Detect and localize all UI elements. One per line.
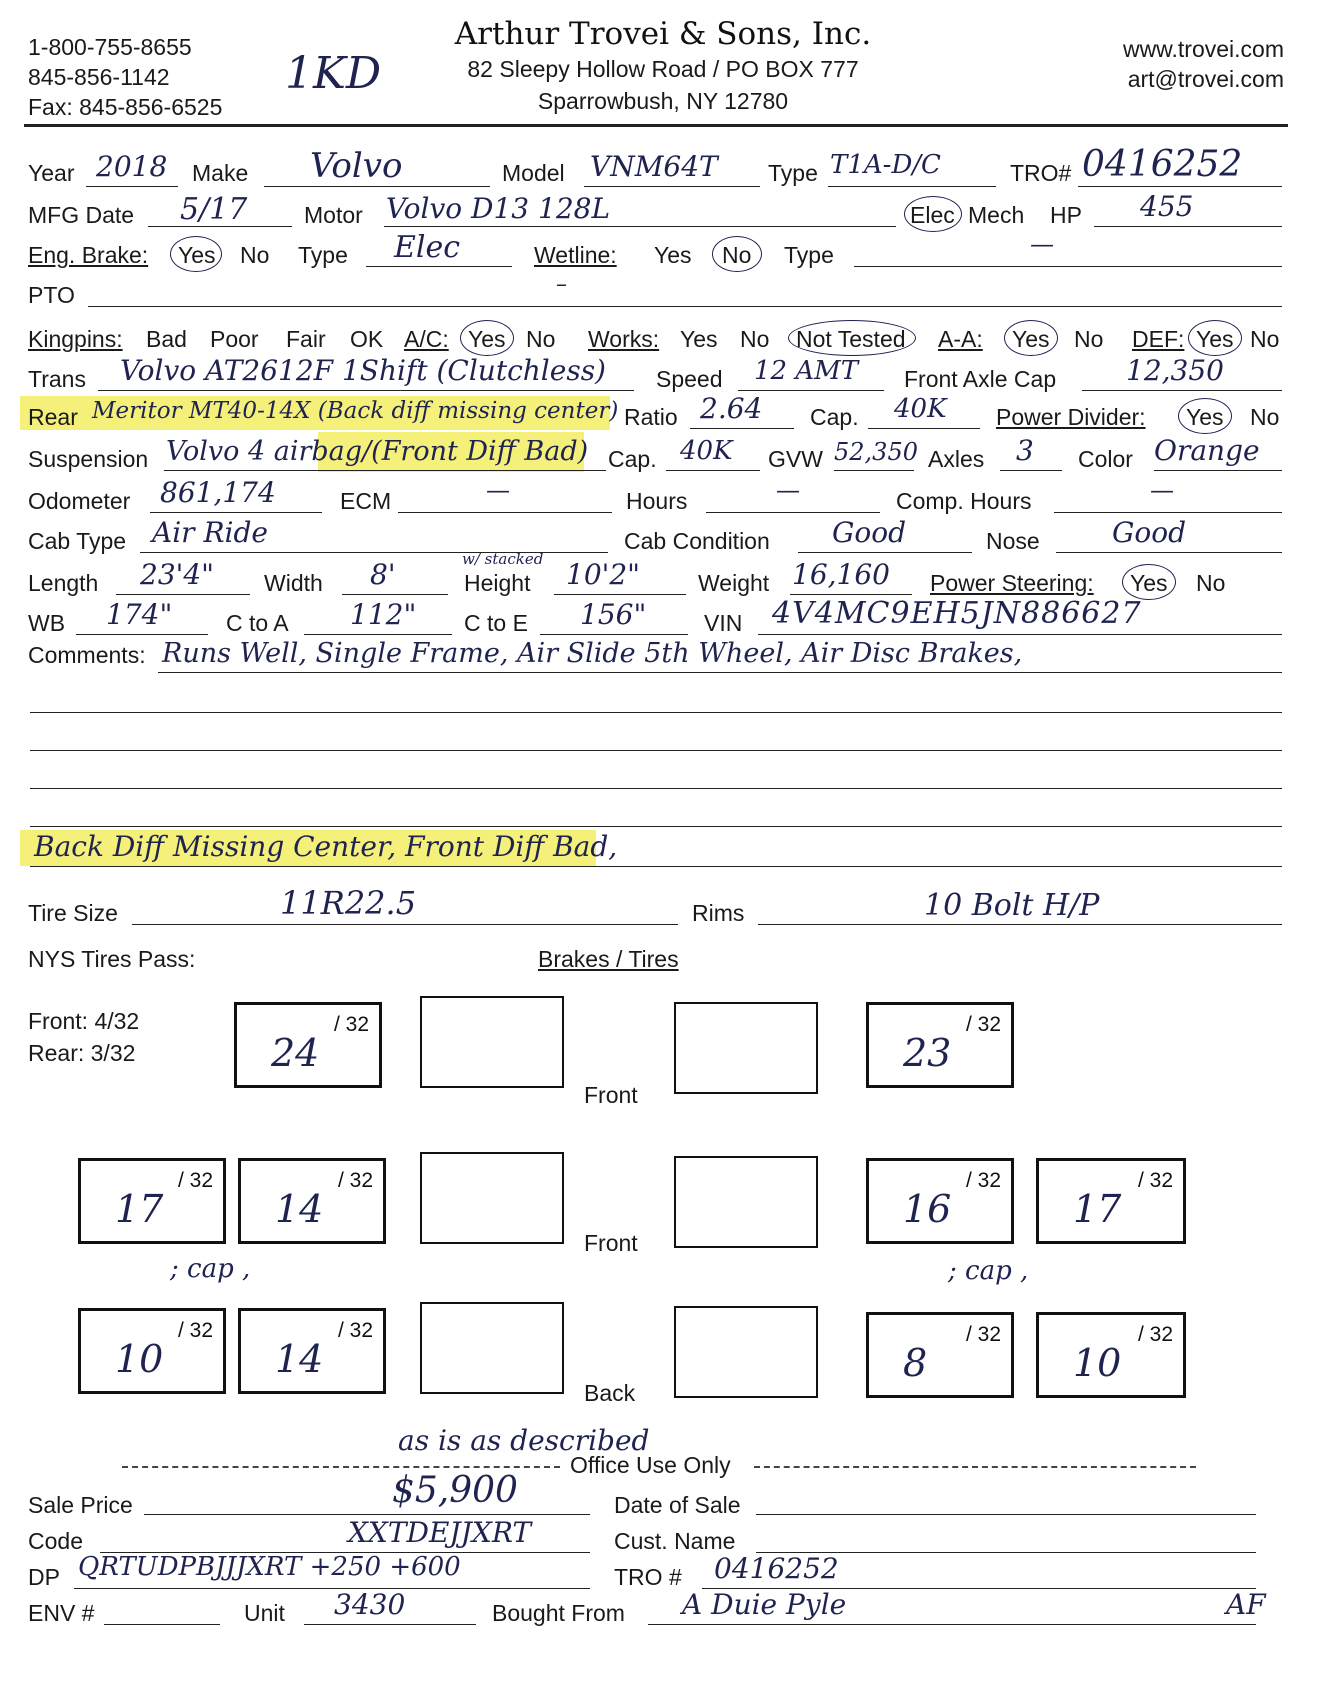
line-comments-4 xyxy=(30,788,1282,789)
line-weight xyxy=(790,594,912,595)
value-office-initials: AF xyxy=(1226,1588,1266,1621)
label-works: Works: xyxy=(588,326,660,352)
cap-note-left: ; cap , xyxy=(170,1254,251,1284)
line-trans xyxy=(98,390,634,391)
value-unit: 3430 xyxy=(334,1588,406,1621)
label-suspension: Suspension xyxy=(28,446,149,472)
label-brakes-tires: Brakes / Tires xyxy=(538,946,679,972)
line-dp xyxy=(74,1588,590,1589)
brake-drive1-right xyxy=(674,1156,818,1248)
line-eng-brake-type xyxy=(366,266,512,267)
label-model: Model xyxy=(502,160,565,186)
label-code: Code xyxy=(28,1528,83,1554)
value-cab-condition: Good xyxy=(832,516,907,549)
label-ac: A/C: xyxy=(404,326,449,352)
power-divider-yes: Yes xyxy=(1186,404,1224,430)
line-motor xyxy=(384,226,896,227)
value-model: VNM64T xyxy=(590,150,718,183)
label-make: Make xyxy=(192,160,249,186)
value-hp: 455 xyxy=(1140,190,1194,223)
label-comp-hours: Comp. Hours xyxy=(896,488,1032,514)
line-tire-size xyxy=(132,924,678,925)
value-wetline-type: — xyxy=(1030,230,1054,258)
line-width xyxy=(342,594,448,595)
office-divider-right xyxy=(754,1466,1196,1468)
kingpins-ok: OK xyxy=(350,326,384,352)
label-length: Length xyxy=(28,570,99,596)
value-gvw: 52,350 xyxy=(834,438,918,466)
tire-drive1-outer-right-value: 17 xyxy=(1073,1187,1122,1231)
tire-drive1-inner-left-denominator: / 32 xyxy=(337,1169,373,1192)
tire-drive1-inner-right-denominator: / 32 xyxy=(965,1169,1001,1192)
line-env xyxy=(104,1624,220,1625)
label-wetline-type: Type xyxy=(784,242,834,268)
line-comments-6 xyxy=(30,866,1282,867)
tire-steer-right xyxy=(866,1002,1014,1088)
value-c-to-e: 156" xyxy=(580,598,647,631)
tire-steer-left xyxy=(234,1002,382,1088)
label-susp-cap: Cap. xyxy=(608,446,657,472)
label-gvw: GVW xyxy=(768,446,823,472)
label-mfg-date: MFG Date xyxy=(28,202,135,228)
line-date-of-sale xyxy=(756,1514,1256,1515)
label-c-to-a: C to A xyxy=(226,610,289,636)
value-nose: Good xyxy=(1112,516,1187,549)
value-dp: QRTUDPBJJJXRT +250 +600 xyxy=(78,1552,461,1582)
eng-brake-no: No xyxy=(240,242,270,268)
circle-def-yes xyxy=(1188,320,1242,356)
label-vin: VIN xyxy=(704,610,743,636)
value-rims: 10 Bolt H/P xyxy=(924,888,1100,923)
label-hp: HP xyxy=(1050,202,1082,228)
value-sale-price: $5,900 xyxy=(392,1470,518,1511)
line-suspension xyxy=(164,470,606,471)
email: art@trovei.com xyxy=(1127,66,1284,92)
label-wb: WB xyxy=(28,610,66,636)
eng-brake-yes: Yes xyxy=(178,242,216,268)
works-not-tested: Not Tested xyxy=(796,326,906,352)
nys-rear-requirement: Rear: 3/32 xyxy=(28,1040,136,1066)
label-rear-cap: Cap. xyxy=(810,404,859,430)
value-speed: 12 AMT xyxy=(754,356,859,386)
circle-aa-yes xyxy=(1004,320,1058,356)
value-odometer: 861,174 xyxy=(160,476,276,509)
company-address-1: 82 Sleepy Hollow Road / PO BOX 777 xyxy=(467,56,859,82)
label-tire-size: Tire Size xyxy=(28,900,118,926)
tire-steer-left-value: 24 xyxy=(271,1031,320,1075)
line-front-axle-cap xyxy=(1082,390,1282,391)
circle-eng-brake-yes xyxy=(170,236,222,272)
label-cab-type: Cab Type xyxy=(28,528,127,554)
label-hours: Hours xyxy=(626,488,688,514)
value-tro-office: 0416252 xyxy=(714,1552,839,1585)
ac-yes: Yes xyxy=(468,326,506,352)
circle-ac-yes xyxy=(460,320,514,356)
tire-drive2-outer-left-denominator: / 32 xyxy=(177,1319,213,1342)
label-bought-from: Bought From xyxy=(492,1600,625,1626)
tire-drive1-inner-left-value: 14 xyxy=(275,1187,324,1231)
value-rear: Meritor MT40-14X (Back diff missing center) xyxy=(92,398,619,424)
label-ecm: ECM xyxy=(340,488,392,514)
label-aa: A-A: xyxy=(938,326,983,352)
label-elec: Elec xyxy=(910,202,955,228)
circle-power-steering-yes xyxy=(1122,564,1176,600)
label-unit: Unit xyxy=(244,1600,285,1626)
label-front-axle-cap: Front Axle Cap xyxy=(904,366,1057,392)
line-axles xyxy=(1000,470,1062,471)
power-divider-no: No xyxy=(1250,404,1280,430)
value-make: Volvo xyxy=(310,146,403,186)
company-address-2: Sparrowbush, NY 12780 xyxy=(537,88,789,114)
value-color: Orange xyxy=(1154,434,1260,467)
label-env: ENV # xyxy=(28,1600,95,1626)
value-rear-cap: 40K xyxy=(894,394,947,424)
label-pto: PTO xyxy=(28,282,75,308)
value-tro: 0416252 xyxy=(1082,144,1243,185)
label-nose: Nose xyxy=(986,528,1040,554)
def-yes: Yes xyxy=(1196,326,1234,352)
brake-steer-right xyxy=(674,1002,818,1094)
value-hours: — xyxy=(776,476,800,504)
line-comments-3 xyxy=(30,750,1282,751)
kingpins-bad: Bad xyxy=(146,326,187,352)
label-office-use-only: Office Use Only xyxy=(570,1452,731,1478)
line-susp-cap xyxy=(666,470,760,471)
value-wb: 174" xyxy=(106,598,173,631)
label-sale-price: Sale Price xyxy=(28,1492,133,1518)
value-ratio: 2.64 xyxy=(700,392,763,425)
label-date-of-sale: Date of Sale xyxy=(614,1492,741,1518)
tire-steer-right-denominator: / 32 xyxy=(965,1013,1001,1036)
tire-drive2-outer-left-value: 10 xyxy=(115,1337,164,1381)
line-make xyxy=(264,186,490,187)
tire-drive1-outer-left-denominator: / 32 xyxy=(177,1169,213,1192)
works-yes: Yes xyxy=(680,326,718,352)
tire-drive2-outer-left xyxy=(78,1308,226,1394)
circle-wetline-no xyxy=(712,236,762,272)
value-pto: – xyxy=(556,272,567,297)
nys-front-requirement: Front: 4/32 xyxy=(28,1008,140,1034)
value-weight: 16,160 xyxy=(792,558,890,591)
value-trans: Volvo AT2612F 1Shift (Clutchless) xyxy=(120,354,606,387)
line-height xyxy=(554,594,686,595)
label-speed: Speed xyxy=(656,366,723,392)
value-motor: Volvo D13 128L xyxy=(386,192,611,225)
line-hp xyxy=(1094,226,1282,227)
line-c-to-a xyxy=(304,634,452,635)
tire-drive1-inner-right xyxy=(866,1158,1014,1244)
label-eng-brake: Eng. Brake: xyxy=(28,242,149,268)
line-wb xyxy=(76,634,208,635)
label-eng-brake-type: Type xyxy=(298,242,348,268)
label-power-divider: Power Divider: xyxy=(996,404,1146,430)
label-type: Type xyxy=(768,160,818,186)
value-bought-from: A Duie Pyle xyxy=(682,1588,847,1621)
label-front-axle-1: Front xyxy=(584,1082,638,1108)
tire-steer-left-denominator: / 32 xyxy=(333,1013,369,1036)
line-comments-1 xyxy=(158,672,1282,673)
label-tro-office: TRO # xyxy=(614,1564,682,1590)
value-tire-size: 11R22.5 xyxy=(280,884,417,922)
value-comp-hours: — xyxy=(1150,476,1174,504)
circle-power-divider-yes xyxy=(1178,398,1232,434)
brake-drive1-left xyxy=(420,1152,564,1244)
line-wetline-type xyxy=(854,266,1282,267)
value-axles: 3 xyxy=(1016,434,1034,467)
label-rims: Rims xyxy=(692,900,745,926)
tire-drive2-outer-right xyxy=(1036,1312,1186,1398)
tire-drive2-inner-left-denominator: / 32 xyxy=(337,1319,373,1342)
tire-drive1-outer-left xyxy=(78,1158,226,1244)
aa-no: No xyxy=(1074,326,1104,352)
line-rear-cap xyxy=(868,428,980,429)
line-year xyxy=(86,186,178,187)
aa-yes: Yes xyxy=(1012,326,1050,352)
wetline-yes: Yes xyxy=(654,242,692,268)
ac-no: No xyxy=(526,326,556,352)
tire-drive2-inner-right-value: 8 xyxy=(903,1341,928,1385)
office-note: as is as described xyxy=(398,1424,650,1457)
value-susp-cap: 40K xyxy=(680,436,733,466)
value-comments: Runs Well, Single Frame, Air Slide 5th Wheel, Air Disc Brakes, xyxy=(162,638,1023,669)
label-height: Height xyxy=(464,570,531,596)
label-front-axle-2: Front xyxy=(584,1230,638,1256)
line-length xyxy=(116,594,250,595)
label-ratio: Ratio xyxy=(624,404,678,430)
line-hours xyxy=(706,512,880,513)
circle-works-not-tested xyxy=(788,320,916,356)
value-cab-type: Air Ride xyxy=(152,516,268,549)
value-suspension: Volvo 4 airbag/(Front Diff Bad) xyxy=(166,436,589,467)
value-c-to-a: 112" xyxy=(350,598,417,631)
website: www.trovei.com xyxy=(1122,36,1284,62)
line-odometer xyxy=(150,512,322,513)
line-comments-2 xyxy=(30,712,1282,713)
label-year: Year xyxy=(28,160,75,186)
power-steering-no: No xyxy=(1196,570,1226,596)
label-weight: Weight xyxy=(698,570,770,596)
line-cab-condition xyxy=(798,552,972,553)
label-odometer: Odometer xyxy=(28,488,131,514)
cap-note-right: ; cap , xyxy=(948,1256,1029,1286)
value-length: 23'4" xyxy=(140,558,215,591)
tire-drive1-outer-right xyxy=(1036,1158,1186,1244)
line-tro xyxy=(1078,186,1282,187)
office-divider-left xyxy=(122,1466,560,1468)
label-wetline: Wetline: xyxy=(534,242,617,268)
label-tro: TRO# xyxy=(1010,160,1072,186)
label-rear: Rear xyxy=(28,404,78,430)
value-comment-2: Back Diff Missing Center, Front Diff Bad, xyxy=(34,830,618,863)
brake-steer-left xyxy=(420,996,564,1088)
phone-1: 1-800-755-8655 xyxy=(28,34,192,60)
line-comments-5 xyxy=(30,826,1282,827)
value-eng-brake-type: Elec xyxy=(394,230,461,265)
line-sale-price xyxy=(144,1514,590,1515)
line-speed xyxy=(738,390,884,391)
label-def: DEF: xyxy=(1132,326,1185,352)
value-vin: 4V4MC9EH5JN886627 xyxy=(772,596,1142,631)
label-color: Color xyxy=(1078,446,1133,472)
line-rims xyxy=(758,924,1282,925)
value-mfg-date: 5/17 xyxy=(180,192,248,227)
tire-drive1-inner-right-value: 16 xyxy=(903,1187,952,1231)
line-color xyxy=(1154,470,1282,471)
line-ratio xyxy=(690,428,794,429)
value-height: 10'2" xyxy=(566,558,641,591)
value-year: 2018 xyxy=(96,150,168,183)
line-model xyxy=(584,186,760,187)
tire-drive2-outer-right-denominator: / 32 xyxy=(1137,1323,1173,1346)
value-ecm: — xyxy=(486,476,510,504)
brake-drive2-right xyxy=(674,1306,818,1398)
label-dp: DP xyxy=(28,1564,60,1590)
tire-drive2-inner-right xyxy=(866,1312,1014,1398)
brake-drive2-left xyxy=(420,1302,564,1394)
works-no: No xyxy=(740,326,770,352)
tire-steer-right-value: 23 xyxy=(903,1031,952,1075)
label-c-to-e: C to E xyxy=(464,610,528,636)
company-name: Arthur Trovei & Sons, Inc. xyxy=(454,16,872,52)
line-bought-from xyxy=(648,1624,1256,1625)
tire-drive2-inner-left xyxy=(238,1308,386,1394)
label-cab-condition: Cab Condition xyxy=(624,528,770,554)
tire-drive1-outer-left-value: 17 xyxy=(115,1187,164,1231)
line-vin xyxy=(758,634,1282,635)
tire-drive1-inner-left xyxy=(238,1158,386,1244)
phone-2: 845-856-1142 xyxy=(28,64,170,90)
tire-drive2-outer-right-value: 10 xyxy=(1073,1341,1122,1385)
line-unit xyxy=(304,1624,476,1625)
height-note: w/ stacked xyxy=(462,550,544,568)
value-width: 8' xyxy=(370,558,396,591)
line-c-to-e xyxy=(540,634,688,635)
header-divider xyxy=(24,124,1288,127)
line-gvw xyxy=(834,470,914,471)
line-type xyxy=(828,186,996,187)
value-type: T1A-D/C xyxy=(830,150,941,180)
fax-number: Fax: 845-856-6525 xyxy=(28,94,223,120)
line-ecm xyxy=(398,512,612,513)
value-code: XXTDEJJXRT xyxy=(348,1516,532,1549)
value-front-axle-cap: 12,350 xyxy=(1126,354,1224,387)
label-power-steering: Power Steering: xyxy=(930,570,1094,596)
initials-handwritten: 1KD xyxy=(285,48,382,99)
label-nys-tires-pass: NYS Tires Pass: xyxy=(28,946,196,972)
label-mech: Mech xyxy=(968,202,1025,228)
power-steering-yes: Yes xyxy=(1130,570,1168,596)
tire-drive2-inner-left-value: 14 xyxy=(275,1337,324,1381)
label-trans: Trans xyxy=(28,366,86,392)
label-kingpins: Kingpins: xyxy=(28,326,123,352)
line-pto xyxy=(88,306,1282,307)
wetline-no: No xyxy=(722,242,752,268)
label-back-axle: Back xyxy=(584,1380,636,1406)
label-width: Width xyxy=(264,570,323,596)
label-cust-name: Cust. Name xyxy=(614,1528,736,1554)
def-no: No xyxy=(1250,326,1280,352)
tire-drive2-inner-right-denominator: / 32 xyxy=(965,1323,1001,1346)
line-comp-hours xyxy=(1054,512,1282,513)
circle-elec xyxy=(904,196,962,232)
label-comments: Comments: xyxy=(28,642,146,668)
tire-drive1-outer-right-denominator: / 32 xyxy=(1137,1169,1173,1192)
label-motor: Motor xyxy=(304,202,363,228)
kingpins-fair: Fair xyxy=(286,326,326,352)
label-axles: Axles xyxy=(928,446,985,472)
line-nose xyxy=(1056,552,1282,553)
kingpins-poor: Poor xyxy=(210,326,259,352)
